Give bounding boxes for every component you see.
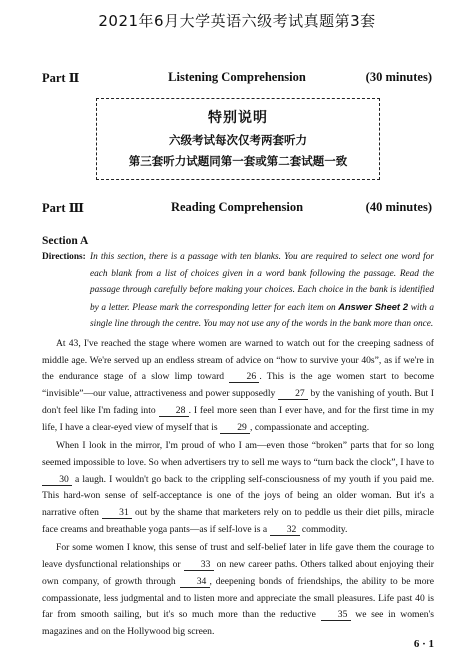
blank-34[interactable]: 34 (180, 576, 210, 588)
answer-sheet-reference: Answer Sheet 2 (338, 301, 409, 312)
passage-text: . This is the age women start to become “invisible”—our value, attractiveness and power supposedly (42, 371, 434, 400)
directions-lead: Directions: (42, 252, 86, 262)
passage-text: out by the shame that marketers rely on to peddle us their diet pills, miracle face creams and breathable yoga pants—as if self-love is a (42, 507, 434, 535)
passage-text: When I look in the mirror, I'm proud of who I am—even those “broken” parts that for so long seemed impossible to love. So when advertisers try to sell me ways to “turn back the clock”, I have to (42, 440, 434, 468)
directions-text-part-1: In this section, there is a passage with ten blanks. You are required to select one word for each blank from a list of choices given in a word bank following the passage. Read the passage through carefully before making your choices. Each choice in the bank is identified by a letter. Please mark the corresponding letter for each item on (90, 252, 434, 313)
blank-29[interactable]: 29 (220, 422, 250, 434)
passage-text: by the vanishing of youth. But I don't feel like I'm fading into (42, 388, 434, 416)
section-heading: Section A (42, 235, 89, 247)
part-2-label: Part Ⅱ (42, 71, 80, 85)
part-2-name: Listening Comprehension (168, 70, 306, 84)
passage-text: a laugh. I wouldn't go back to the crippling self-consciousness of my youth if you paid me. This hard-won sense of self-acceptance is one of the joys of being an older woman. But it's a narrative often (42, 473, 434, 519)
page-number: 6 · 1 (413, 638, 434, 650)
passage-text: For some women I know, this sense of trust and self-belief later in life gave them the courage to leave dysfunctional relationships or (42, 542, 434, 571)
part-3-time: (40 minutes) (365, 200, 432, 214)
passage-paragraph-1 (42, 336, 434, 436)
blank-33[interactable]: 33 (184, 559, 214, 571)
part-3-name: Reading Comprehension (170, 200, 304, 214)
blank-32[interactable]: 32 (270, 524, 300, 536)
directions-text-part-2: with a single line through the centre. You may not use any of the words in the bank more than once. (90, 302, 434, 330)
blank-35[interactable]: 35 (321, 609, 351, 621)
directions-text (90, 249, 434, 333)
passage-text: commodity. (299, 523, 348, 535)
part-2-time: (30 minutes) (365, 70, 432, 84)
blank-28[interactable]: 28 (159, 405, 189, 417)
passage-text: . I feel more seen than I ever have, and for the first time in my life, I have a clear-eyed view of myself that is (42, 404, 434, 433)
notice-heading: 特别说明 (208, 110, 268, 126)
blank-30[interactable]: 30 (42, 474, 72, 486)
passage-paragraph-2 (42, 438, 434, 538)
passage-text: , deepening bonds of friendships, the ability to be more compassionate, less judgmental and to listen more and appreciate the small pleasures. Life past 40 is far from smooth sailing, but it's so much more than the reductive (42, 575, 434, 621)
directions-block (42, 249, 434, 333)
special-notice-box (96, 98, 380, 180)
notice-line-1: 六级考试每次仅考两套听力 (169, 133, 307, 147)
blank-31[interactable]: 31 (102, 507, 132, 519)
passage-text: we see in women's magazines and on the Hollywood big screen. (42, 609, 434, 637)
notice-line-2: 第三套听力试题同第一套或第二套试题一致 (128, 154, 348, 168)
reading-passage (42, 336, 434, 643)
passage-text: At 43, I've reached the stage where women are warned to watch out for the creeping sadness of middle age. We're served up an endless stream of advice on “how to survive your 40s”, as if we're in the endurance stage of a slow limp toward (42, 338, 434, 383)
blank-27[interactable]: 27 (278, 388, 308, 400)
passage-text: on new career paths. Others talked about enjoying their own company, of growth through (42, 559, 434, 587)
passage-paragraph-3 (42, 540, 434, 640)
part-3-label: Part Ⅲ (42, 201, 84, 215)
document-title: 2021年6月大学英语六级考试真题第3套 (98, 12, 376, 30)
blank-26[interactable]: 26 (229, 371, 259, 383)
passage-text: , compassionate and accepting. (250, 421, 370, 433)
